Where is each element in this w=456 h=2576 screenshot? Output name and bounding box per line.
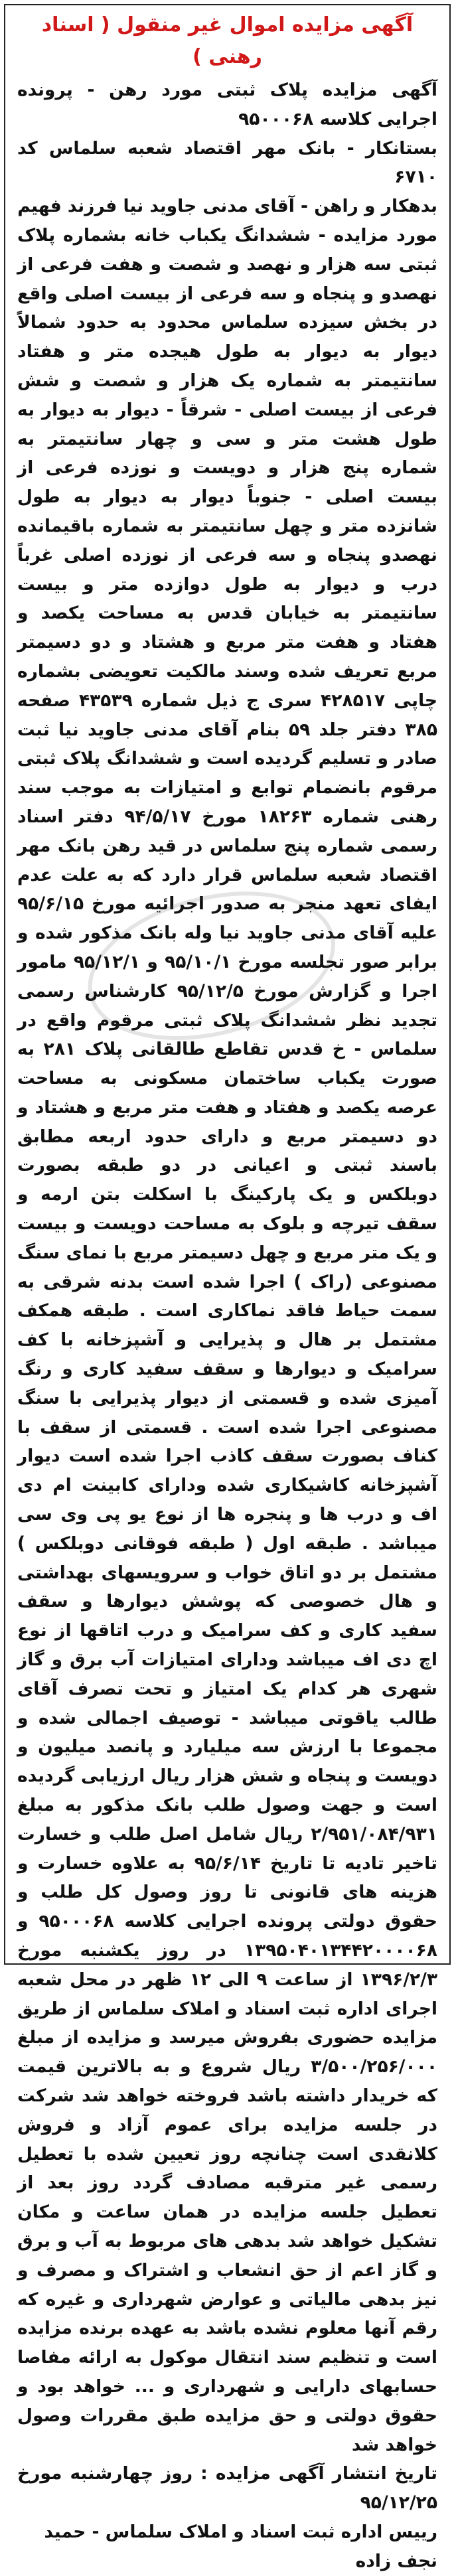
- ad-frame: [4, 4, 451, 2571]
- ad-paragraph-publish-date: تاریخ انتشار آگهی مزایده : روز چهارشنبه مورخ ۹۵/۱۲/۲۵: [17, 2463, 437, 2514]
- ad-paragraph-debtor: بدهکار و راهن - آقای مدنی جاوید نیا فرزند فهیم: [17, 196, 437, 217]
- ad-body: [17, 76, 437, 2518]
- ad-paragraph-subject: مورد مزایده - ششدانگ یکباب خانه بشماره پلاک ثبتی سه هزار و نهصد و شصت و هفت فرعی از نهصدو و پنجاه و سه فرعی از بیست اصلی واقع در بخش سیزده سلماس محدود به حدود شمالاً دیوار به دیوار به طول هیجده متر و هفتاد سانتیمتر به شماره یک هزار و شصت و شش فرعی از بیست اصلی - شرقاً - دیوار به دیوار به طول هشت متر و سی و چهار سانتیمتر به شماره پنج هزار و دویست و نوزده فرعی از بیست اصلی - جنوباً دیوار به دیوار به طول شانزده متر و چهل سانتیمتر به شماره باقیمانده نهصدو پنجاه و سه فرعی از نوزده اصلی غرباً درب و دیوار به طول دوازده متر و بیست سانتیمتر به خیابان قدس به مساحت یکصد و هفتاد و هفت متر مربع و هشتاد و دو دسیمتر مربع تعریف شده وسند مالکیت تعویضی بشماره چاپی ۴۲۸۵۱۷ سری ج ذیل شماره ۴۳۵۳۹ صفحه ۳۸۵ دفتر جلد ۵۹ بنام آقای مدنی جاوید نیا ثبت صادر و تسلیم گردیده است و ششدانگ پلاک ثبتی مرقوم بانضمام توابع و امتیازات به موجب سند رهنی شماره ۱۸۲۶۳ مورخ ۹۴/۵/۱۷ دفتر اسناد رسمی شماره پنج سلماس در قید رهن بانک مهر اقتصاد شعبه سلماس قرار دارد که به علت عدم ایفای تعهد منجر به صدور اجرائیه مورخ ۹۵/۶/۱۵ علیه آقای مدنی جاوید نیا وله بانک مذکور شده و برابر صور تجلسه مورخ ۹۵/۱۰/۱ و ۹۵/۱۲/۱ مامور اجرا و گزارش مورخ ۹۵/۱۲/۵ کارشناس رسمی تجدید نظر ششدانگ پلاک ثبتی مرقوم واقع در سلماس - خ قدس تقاطع طالقانی پلاک ۲۸۱ به صورت یکباب ساختمان مسکونی به مساحت عرصه یکصد و هفتاد و هفت متر مربع و هشتاد و دو دسیمتر مربع و دارای حدود اربعه مطابق باسند ثبتی و اعیانی در دو طبقه بصورت دوبلکس و یک پارکینگ با اسکلت بتن ارمه و سقف تیرچه و بلوک به مساحت دویست و بیست و یک متر مربع و چهل دسیمتر مربع با نمای سنگ مصنوعی (راک ) اجرا شده است بدنه شرقی به سمت حیاط فاقد نماکاری است . طبقه همکف مشتمل بر هال و پذیرایی و آشپزخانه با کف سرامیک و دیوارها و سقف سفید کاری و رنگ آمیزی شده و قسمتی از دیوار پذیرایی با سنگ مصنوعی اجرا شده است . قسمتی از سقف با کناف بصورت سقف کاذب اجرا شده است دیوار آشپزخانه کاشیکاری شده ودارای کابینت ام دی اف و درب ها و پنجره ها از نوع یو پی وی سی میباشد . طبقه اول ( طبقه فوقانی دوبلکس ) مشتمل بر دو اتاق خواب و سرویسهای بهداشتی و هال خصوصی که پوشش دیوارها و سقف سفید کاری و کف سرامیک و درب اتاقها از نوع اچ دی اف میباشد ودارای امتیازات آب برق و گاز شهری هر کدام یک امتیاز و تحت تصرف آقای طالب یاقوتی میباشد - توصیف اجمالی شده و مجموعا با ارزش سه میلیارد و پانصد میلیون و دویست و پنجاه و شش هزار ریال ارزیابی گردیده است و جهت وصول طلب بانک مذکور به مبلغ ۲/۹۵۱/۰۸۴/۹۳۱ ریال شامل اصل طلب و خسارت تاخیر تادیه تا تاریخ ۹۵/۶/۱۴ به علاوه خسارت و هزینه های قانونی تا روز وصول کل طلب و حقوق دولتی پرونده اجرایی کلاسه ۹۵۰۰۰۶۸ و ۱۳۹۵۰۴۰۱۳۴۴۲۰۰۰۰۶۸ در روز یکشنبه مورخ ۱۳۹۶/۲/۳ از ساعت ۹ الی ۱۲ ظهر در محل شعبه اجرای اداره ثبت اسناد و املاک سلماس از طریق مزایده حضوری بفروش میرسد و مزایده از مبلغ ۳/۵۰۰/۲۵۶/۰۰۰ ریال شروع و به بالاترین قیمت که خریدار داشته باشد فروخته خواهد شد شرکت در جلسه مزایده برای عموم آزاد و فروش کلانقدی است چنانچه روز تعیین شده با تعطیل رسمی غیر مترقبه مصادف گردد روز بعد از تعطیل جلسه مزایده در همان ساعت و مکان تشکیل خواهد شد بدهی های مربوط به آب و برق و گاز اعم از حق انشعاب و اشتراک و مصرف و نیز بدهی مالیاتی و عوارض شهرداری و غیره که رقم آنها معلوم نشده باشد به عهده برنده مزایده است و تنظیم سند انتقال موکول به ارائه مفاصا حسابهای دارایی و شهرداری و ... خواهد بود و حقوق دولتی و حق مزایده طبق مقررات وصول خواهد شد: [17, 224, 438, 2455]
- ad-paragraph-case: آگهی مزایده پلاک ثبتی مورد رهن - پرونده اجرایی کلاسه ۹۵۰۰۰۶۸: [17, 80, 437, 129]
- ad-paragraph-creditor: بستانکار - بانک مهر اقتصاد شعبه سلماس کد ۶۷۱۰: [17, 137, 437, 188]
- ad-title: آگهی مزایده اموال غیر منقول ( اسناد رهنی ): [41, 13, 414, 68]
- ad-signature: رییس اداره ثبت اسناد و املاک سلماس - حمید نجف زاده: [44, 2521, 437, 2571]
